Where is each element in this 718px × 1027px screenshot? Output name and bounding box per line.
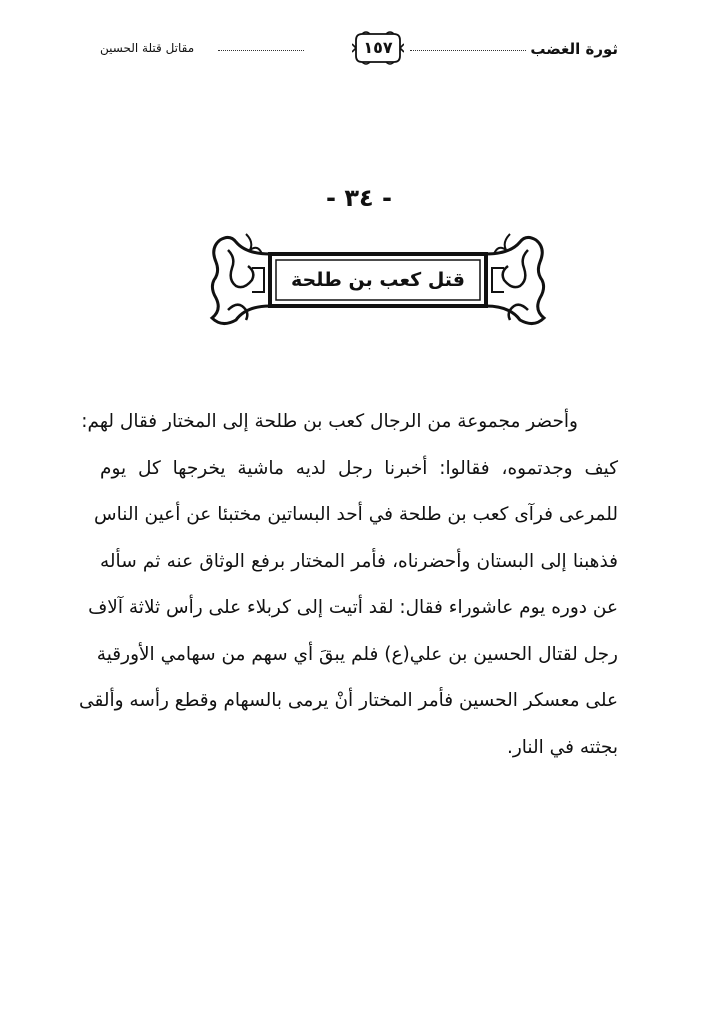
section-number: - ٣٤ - [326,184,392,212]
text-line: على معسكر الحسين فأمر المختار أنْ يرمى بالسهام وقطع رأسه وألقى [79,690,618,711]
section-title: قتل كعب بن طلحة [291,269,465,291]
text-line: عن دوره يوم عاشوراء فقال: لقد أتيت إلى كربلاء على رأس ثلاثة آلاف [88,597,618,618]
text-line: كيف وجدتموه، فقالوا: أخبرنا رجل لديه ماشية يخرجها كل يوم [100,457,618,479]
header-dotted-rule-right [410,50,526,51]
chapter-title: مقاتل قتلة الحسين [100,41,195,55]
page-number: ١٥٧ [363,38,393,57]
text-line: وأحضر مجموعة من الرجال كعب بن طلحة إلى المختار فقال لهم: [81,411,578,432]
page-header [100,36,618,66]
title-frame [206,228,550,332]
page-number-badge [352,30,404,66]
header-dotted-rule-left [218,50,304,51]
text-line: فذهبنا إلى البستان وأحضرناه، فأمر المختار برفع الوثاق عنه ثم سأله [100,550,618,572]
body-paragraph [79,402,618,774]
text-line: بجثته في النار. [506,736,618,758]
text-line: للمرعى فرآى كعب بن طلحة في أحد البساتين مختبئا عن أعين الناس [94,504,618,525]
book-title: ثورة الغضب [530,40,618,58]
text-line: رجل لقتال الحسين بن علي(ع) فلم يبقَ أي سهم من سهامي الأورقية [96,643,618,665]
